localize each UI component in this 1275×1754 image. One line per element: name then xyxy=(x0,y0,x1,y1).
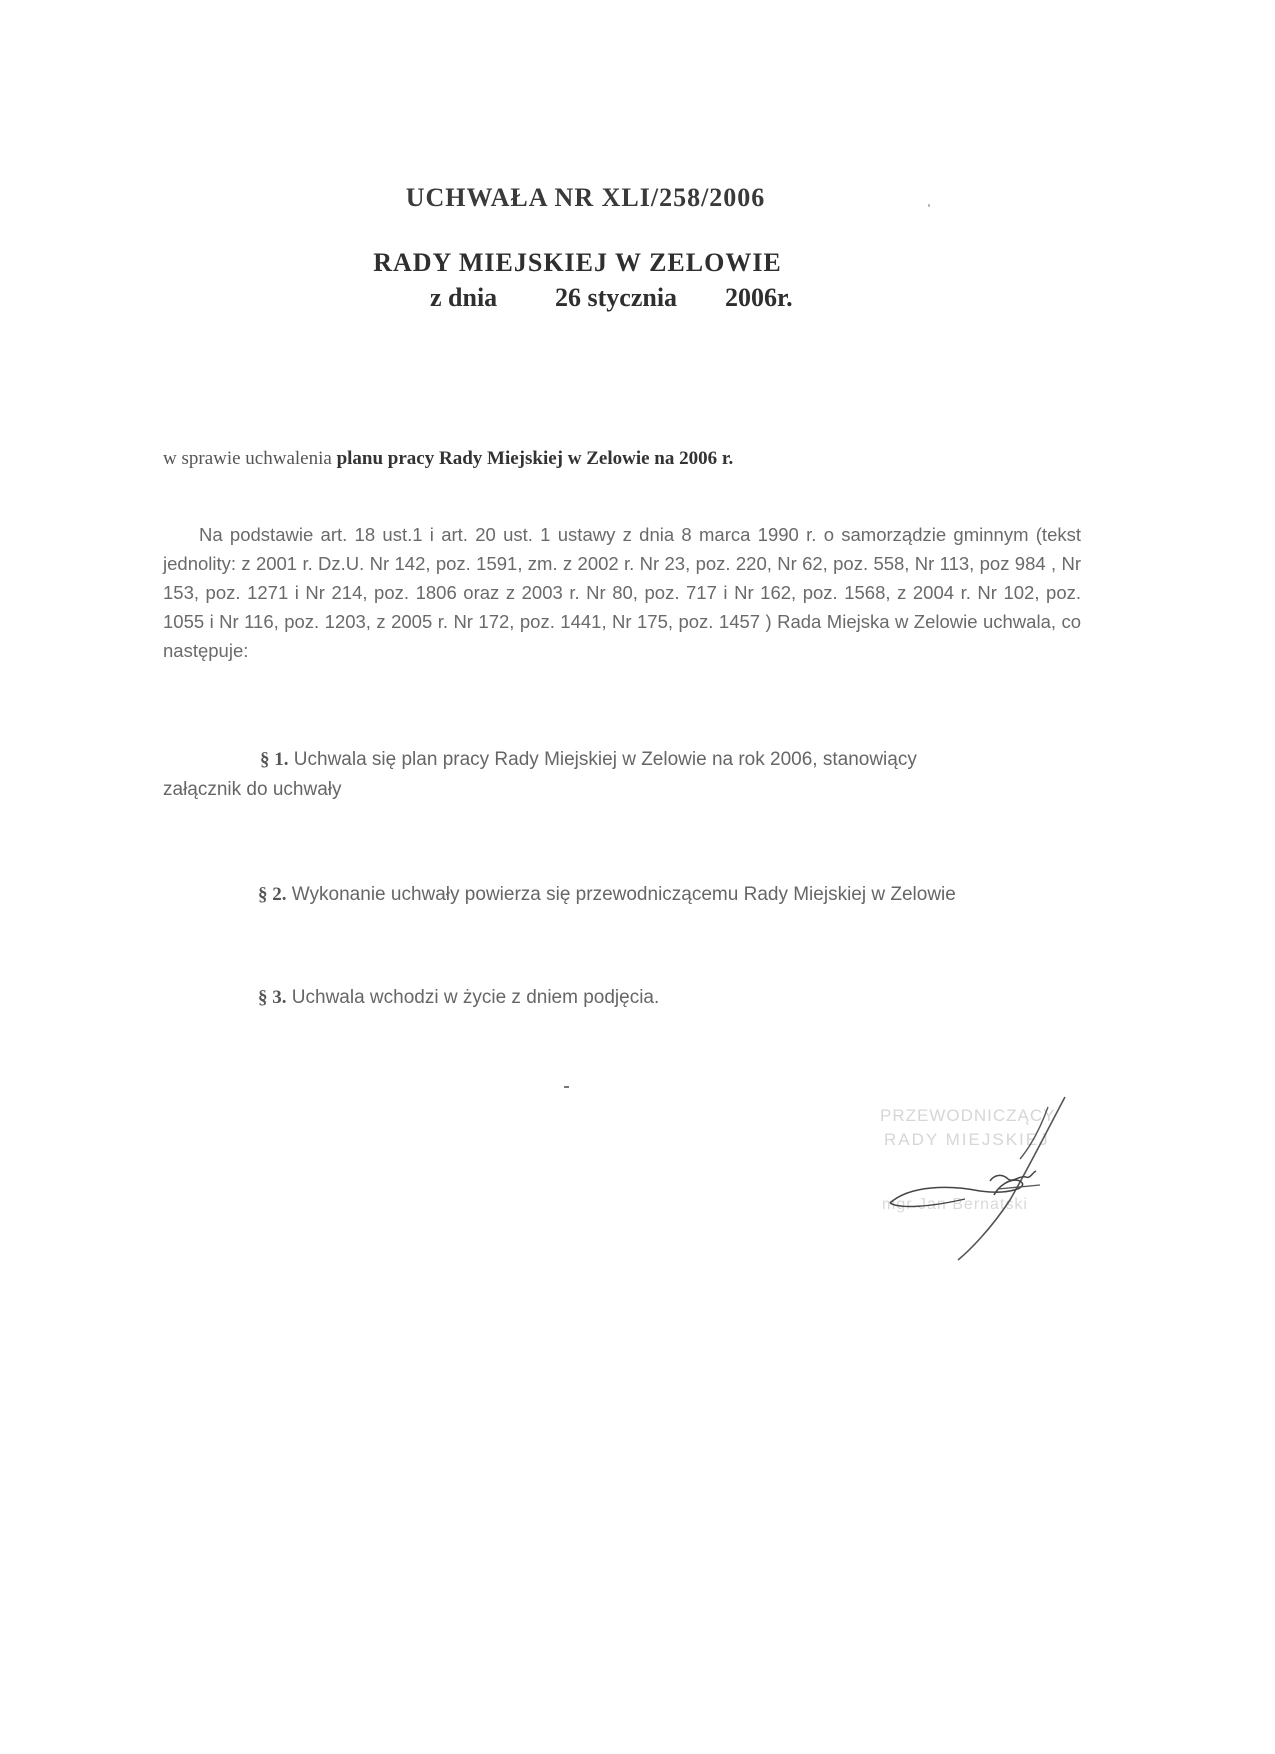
paragraph-1-symbol: § 1. xyxy=(260,749,289,770)
svg-text:PRZEWODNICZĄCY: PRZEWODNICZĄCY xyxy=(880,1106,1056,1125)
svg-text:RADY MIEJSKIEJ: RADY MIEJSKIEJ xyxy=(884,1130,1050,1149)
legal-basis xyxy=(163,520,1081,665)
subject-text: planu pracy Rady Miejskiej w Zelowie na 2006 r. xyxy=(336,448,734,469)
date-day-month: 26 stycznia xyxy=(555,283,678,312)
paragraph-2-symbol: § 2. xyxy=(258,884,287,905)
chairman-stamp-signature xyxy=(870,1095,1090,1265)
council-name: RADY MIEJSKIEJ W ZELOWIE xyxy=(373,248,782,277)
resolution-date xyxy=(430,283,793,313)
paragraph-3-text: Uchwala wchodzi w życie z dniem podjęcia. xyxy=(291,987,660,1008)
resolution-subject xyxy=(163,448,733,470)
legal-basis-text: Na podstawie art. 18 ust.1 i art. 20 ust. 1 ustawy z dnia 8 marca 1990 r. o samorządzie gminnym (tekst jednolity: z 2001 r. Dz.U. Nr 142, poz. 1591, zm. z 2002 r. Nr 23, poz. 220, Nr 62, poz. 558, Nr 113, poz 984 , Nr 153, poz. 1271 i Nr 214, poz. 1806 oraz z 2003 r. Nr 80, poz. 717 i Nr 162, poz. 1568, z 2004 r. Nr 102, poz. 1055 i Nr 116, poz. 1203, z 2005 r. Nr 172, poz. 1441, Nr 175, poz. 1457 ) Rada Miejska w Zelowie uchwala, co następuje: xyxy=(163,524,1081,661)
paragraph-2 xyxy=(258,880,956,910)
paragraph-1-line2: załącznik do uchwały xyxy=(163,779,342,800)
paragraph-1 xyxy=(163,745,1063,805)
paragraph-2-text: Wykonanie uchwały powierza się przewodniczącemu Rady Miejskiej w Zelowie xyxy=(291,884,956,905)
paragraph-3-symbol: § 3. xyxy=(258,987,287,1008)
scan-mark xyxy=(564,1086,569,1088)
resolution-title: UCHWAŁA NR XLI/258/2006 xyxy=(405,183,766,212)
svg-text:mgr Jan Bernatski: mgr Jan Bernatski xyxy=(882,1196,1028,1213)
subject-lead: w sprawie uchwalenia xyxy=(163,448,332,469)
date-year: 2006r. xyxy=(725,283,793,312)
paragraph-1-line1: Uchwala się plan pracy Rady Miejskiej w Zelowie na rok 2006, stanowiący xyxy=(293,749,917,770)
date-prefix: z dnia xyxy=(430,283,498,312)
paragraph-3 xyxy=(258,983,659,1013)
